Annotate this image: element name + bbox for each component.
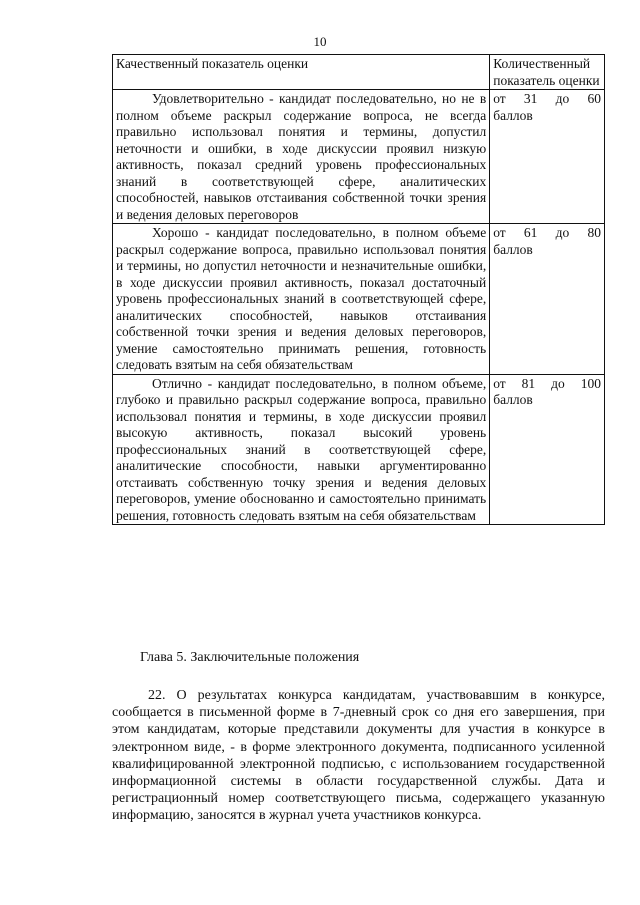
to-value: 100 bbox=[580, 375, 601, 391]
table-row bbox=[113, 224, 605, 375]
row-description: Хорошо - кандидат последовательно, в полном объеме раскрыл содержание вопроса, правильно использовал понятия и термины, но допустил неточности и незначительные ошибки, в ходе дискуссии проявил активность, показал достаточный уровень профессиональных знаний в соответствующей сфере, аналитических способностей, навыков отстаивания собственной точки зрения и ведения деловых переговоров, умение самостоятельно принимать решения, готовность следовать взятым на себя обязательствам bbox=[113, 224, 490, 375]
table-header-row bbox=[113, 55, 605, 90]
row-score-range bbox=[490, 374, 605, 525]
from-label: от bbox=[493, 91, 506, 106]
header-qualitative: Качественный показатель оценки bbox=[113, 55, 490, 90]
row-score-range bbox=[490, 224, 605, 375]
page-number: 10 bbox=[313, 34, 327, 49]
score-unit: баллов bbox=[493, 107, 533, 123]
from-value: 61 bbox=[523, 225, 538, 240]
from-value: 81 bbox=[521, 375, 536, 391]
to-value: 60 bbox=[587, 91, 601, 106]
from-label: от bbox=[493, 375, 506, 391]
to-label: до bbox=[551, 375, 565, 391]
table-row bbox=[113, 90, 605, 224]
header-quantitative: Количественный показатель оценки bbox=[490, 55, 605, 90]
row-description: Отлично - кандидат последовательно, в полном объеме, глубоко и правильно раскрыл содержание вопроса, правильно использовал понятия и термины, в ходе дискуссии проявил высокую активность, показал высокий уровень профессиональных знаний в соответствующей сфере, аналитические способности, навыки аргументированно отстаивать собственную точку зрения и ведения деловых переговоров, умение обоснованно и самостоятельно принимать решения, готовность следовать взятым на себя обязательствам bbox=[113, 374, 490, 525]
from-value: 31 bbox=[523, 91, 538, 106]
to-label: до bbox=[555, 225, 570, 240]
row-score-range bbox=[490, 90, 605, 224]
paragraph-22: 22. О результатах конкурса кандидатам, участвовавшим в конкурсе, сообщается в письменной форме в 7-дневный срок со дня его завершения, при этом кандидатам, которые представили документы для участия в конкурсе в электронном виде, - в форме электронного документа, подписанного усиленной квалифицированной электронной подписью, с использованием государственной информационной системы в области государственной службы. Дата и регистрационный номер соответствующего письма, содержащего указанную информацию, заносятся в журнал учета участников конкурса. bbox=[112, 688, 605, 824]
row-description: Удовлетворительно - кандидат последовательно, но не в полном объеме раскрыл содержание вопроса, не всегда правильно использовал понятия и термины, допустил неточности и ошибки, в ходе дискуссии проявил низкую активность, показал средний уровень профессиональных знаний в соответствующей сфере, аналитических способностей, навыков отстаивания собственной точки зрения и ведения деловых переговоров bbox=[113, 90, 490, 224]
score-range-line bbox=[493, 225, 601, 242]
from-label: от bbox=[493, 225, 506, 240]
score-unit: баллов bbox=[493, 241, 533, 257]
score-range-line bbox=[493, 376, 601, 393]
score-range-line bbox=[493, 91, 601, 108]
evaluation-criteria-table bbox=[112, 54, 605, 525]
score-unit: баллов bbox=[493, 392, 533, 407]
table-row bbox=[113, 374, 605, 525]
to-value: 80 bbox=[587, 225, 601, 240]
to-label: до bbox=[555, 91, 570, 106]
chapter-title: Глава 5. Заключительные положения bbox=[140, 650, 360, 665]
